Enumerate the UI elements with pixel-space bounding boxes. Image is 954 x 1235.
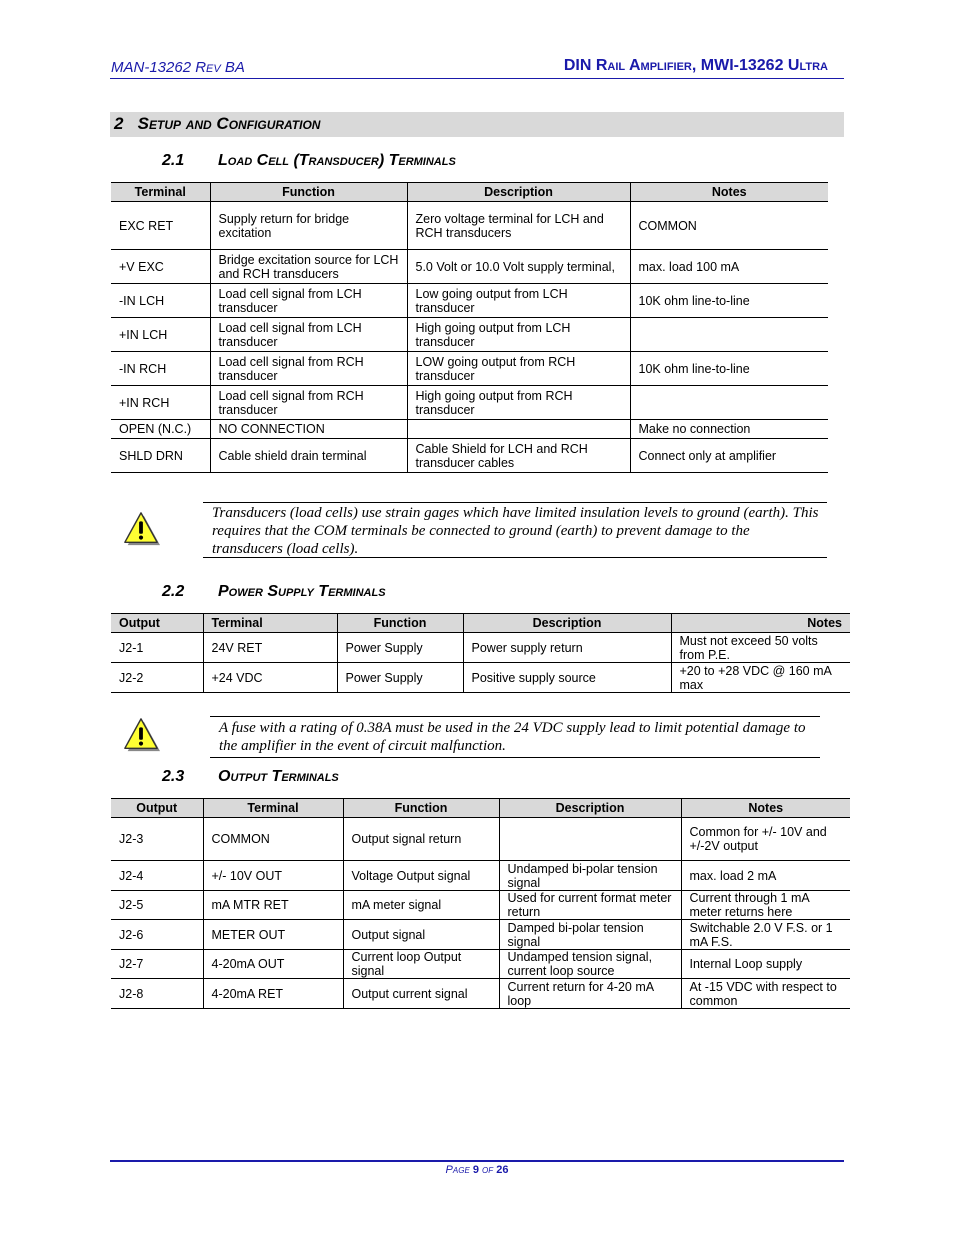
table-cell: J2-8 bbox=[111, 979, 203, 1009]
table-cell: 5.0 Volt or 10.0 Volt supply terminal, bbox=[407, 250, 630, 284]
table-row bbox=[111, 979, 850, 1009]
table-cell: +20 to +28 VDC @ 160 mA max bbox=[671, 663, 850, 693]
note-rule-top bbox=[210, 716, 820, 717]
column-header: Description bbox=[499, 799, 681, 818]
table-cell: EXC RET bbox=[111, 202, 210, 250]
table-cell: Load cell signal from RCH transducer bbox=[210, 352, 407, 386]
table-header-row bbox=[111, 183, 828, 202]
table-cell: +V EXC bbox=[111, 250, 210, 284]
table-cell: NO CONNECTION bbox=[210, 420, 407, 439]
table-cell: Undamped bi-polar tension signal bbox=[499, 861, 681, 891]
table-cell bbox=[630, 318, 828, 352]
table-cell: SHLD DRN bbox=[111, 439, 210, 473]
table-cell: Output signal return bbox=[343, 818, 499, 861]
table-cell: Load cell signal from RCH transducer bbox=[210, 386, 407, 420]
doc-id: MAN-13262 Rev BA bbox=[111, 59, 245, 76]
table-cell: Cable Shield for LCH and RCH transducer cables bbox=[407, 439, 630, 473]
section-title: 2 Setup and Configuration bbox=[114, 114, 321, 133]
column-header: Function bbox=[337, 614, 463, 633]
table-cell: Cable shield drain terminal bbox=[210, 439, 407, 473]
table-cell: Load cell signal from LCH transducer bbox=[210, 318, 407, 352]
power-supply-terminals-table bbox=[111, 613, 850, 693]
table-cell: Zero voltage terminal for LCH and RCH transducers bbox=[407, 202, 630, 250]
table-cell: METER OUT bbox=[203, 920, 343, 950]
table-cell: Used for current format meter return bbox=[499, 891, 681, 920]
table-row bbox=[111, 202, 828, 250]
table-cell: max. load 2 mA bbox=[681, 861, 850, 891]
column-header: Function bbox=[343, 799, 499, 818]
table-cell: Undamped tension signal, current loop source bbox=[499, 950, 681, 979]
table-cell: J2-1 bbox=[111, 633, 203, 663]
table-cell bbox=[630, 386, 828, 420]
table-row bbox=[111, 318, 828, 352]
table-cell: Connect only at amplifier bbox=[630, 439, 828, 473]
table-cell: Must not exceed 50 volts from P.E. bbox=[671, 633, 850, 663]
table-row bbox=[111, 420, 828, 439]
table-cell: -IN RCH bbox=[111, 352, 210, 386]
table-cell: max. load 100 mA bbox=[630, 250, 828, 284]
column-header: Notes bbox=[630, 183, 828, 202]
output-terminals-table bbox=[111, 798, 850, 1009]
table-row bbox=[111, 386, 828, 420]
header-rule bbox=[110, 78, 844, 79]
table-cell: -IN LCH bbox=[111, 284, 210, 318]
table-cell: Power Supply bbox=[337, 633, 463, 663]
table-cell: COMMON bbox=[630, 202, 828, 250]
table-cell: Voltage Output signal bbox=[343, 861, 499, 891]
subsection-2-1-title: 2.1 Load Cell (Transducer) Terminals bbox=[162, 152, 456, 169]
table-row bbox=[111, 284, 828, 318]
table-row bbox=[111, 352, 828, 386]
table-row bbox=[111, 663, 850, 693]
table-cell: mA meter signal bbox=[343, 891, 499, 920]
table-cell: J2-2 bbox=[111, 663, 203, 693]
table-row bbox=[111, 861, 850, 891]
column-header: Output bbox=[111, 614, 203, 633]
column-header: Terminal bbox=[203, 614, 337, 633]
table-row bbox=[111, 950, 850, 979]
table-cell: 10K ohm line-to-line bbox=[630, 284, 828, 318]
warning-triangle-icon bbox=[122, 716, 160, 754]
table-cell bbox=[407, 420, 630, 439]
footer-rule bbox=[110, 1160, 844, 1162]
table-cell: 4-20mA OUT bbox=[203, 950, 343, 979]
table-cell: COMMON bbox=[203, 818, 343, 861]
table-row bbox=[111, 250, 828, 284]
column-header: Function bbox=[210, 183, 407, 202]
table-cell: Positive supply source bbox=[463, 663, 671, 693]
subsection-2-3-title: 2.3 Output Terminals bbox=[162, 768, 339, 785]
column-header: Terminal bbox=[203, 799, 343, 818]
table-cell: At -15 VDC with respect to common bbox=[681, 979, 850, 1009]
table-cell: Make no connection bbox=[630, 420, 828, 439]
table-header-row bbox=[111, 614, 850, 633]
table-row bbox=[111, 633, 850, 663]
table-cell: +/- 10V OUT bbox=[203, 861, 343, 891]
table-cell: Internal Loop supply bbox=[681, 950, 850, 979]
table-cell: J2-7 bbox=[111, 950, 203, 979]
table-cell: Low going output from LCH transducer bbox=[407, 284, 630, 318]
table-cell: Load cell signal from LCH transducer bbox=[210, 284, 407, 318]
table-cell: J2-3 bbox=[111, 818, 203, 861]
column-header: Notes bbox=[681, 799, 850, 818]
table-cell bbox=[499, 818, 681, 861]
table-cell: Supply return for bridge excitation bbox=[210, 202, 407, 250]
table-cell: Power Supply bbox=[337, 663, 463, 693]
warning-note-2: A fuse with a rating of 0.38A must be used in the 24 VDC supply lead to limit potential damage to the amplifier in the event of circuit malfunction. bbox=[219, 720, 806, 754]
column-header: Terminal bbox=[111, 183, 210, 202]
table-cell: 10K ohm line-to-line bbox=[630, 352, 828, 386]
table-cell: Common for +/- 10V and +/-2V output bbox=[681, 818, 850, 861]
table-cell: Damped bi-polar tension signal bbox=[499, 920, 681, 950]
table-cell: Current loop Output signal bbox=[343, 950, 499, 979]
table-cell: Bridge excitation source for LCH and RCH transducers bbox=[210, 250, 407, 284]
note-rule-bottom bbox=[210, 757, 820, 758]
table-cell: 24V RET bbox=[203, 633, 337, 663]
table-cell: +IN RCH bbox=[111, 386, 210, 420]
column-header: Description bbox=[407, 183, 630, 202]
table-cell: mA MTR RET bbox=[203, 891, 343, 920]
table-header-row bbox=[111, 799, 850, 818]
page-number: Page 9 of 26 bbox=[445, 1164, 509, 1176]
table-cell: Output signal bbox=[343, 920, 499, 950]
table-cell: Power supply return bbox=[463, 633, 671, 663]
table-cell: High going output from RCH transducer bbox=[407, 386, 630, 420]
table-cell: J2-5 bbox=[111, 891, 203, 920]
doc-title: DIN Rail Amplifier, MWI-13262 Ultra bbox=[563, 57, 828, 74]
table-cell: High going output from LCH transducer bbox=[407, 318, 630, 352]
subsection-2-2-title: 2.2 Power Supply Terminals bbox=[162, 583, 386, 600]
table-cell: +IN LCH bbox=[111, 318, 210, 352]
load-cell-terminals-table bbox=[111, 182, 828, 473]
table-cell: Switchable 2.0 V F.S. or 1 mA F.S. bbox=[681, 920, 850, 950]
table-cell: LOW going output from RCH transducer bbox=[407, 352, 630, 386]
table-cell: 4-20mA RET bbox=[203, 979, 343, 1009]
note-rule-bottom bbox=[203, 557, 827, 558]
note-rule-top bbox=[203, 502, 827, 503]
column-header: Output bbox=[111, 799, 203, 818]
table-cell: J2-6 bbox=[111, 920, 203, 950]
warning-note-1: Transducers (load cells) use strain gages which have limited insulation levels to ground (earth). This requires that the COM terminals be connected to ground (earth) to prevent damage to the transducers (load cells). bbox=[212, 505, 819, 557]
table-cell: J2-4 bbox=[111, 861, 203, 891]
table-cell: +24 VDC bbox=[203, 663, 337, 693]
table-row bbox=[111, 891, 850, 920]
table-cell: OPEN (N.C.) bbox=[111, 420, 210, 439]
table-row bbox=[111, 439, 828, 473]
table-row bbox=[111, 818, 850, 861]
warning-triangle-icon bbox=[122, 510, 160, 548]
column-header: Description bbox=[463, 614, 671, 633]
table-cell: Output current signal bbox=[343, 979, 499, 1009]
table-row bbox=[111, 920, 850, 950]
table-cell: Current return for 4-20 mA loop bbox=[499, 979, 681, 1009]
column-header: Notes bbox=[671, 614, 850, 633]
table-cell: Current through 1 mA meter returns here bbox=[681, 891, 850, 920]
